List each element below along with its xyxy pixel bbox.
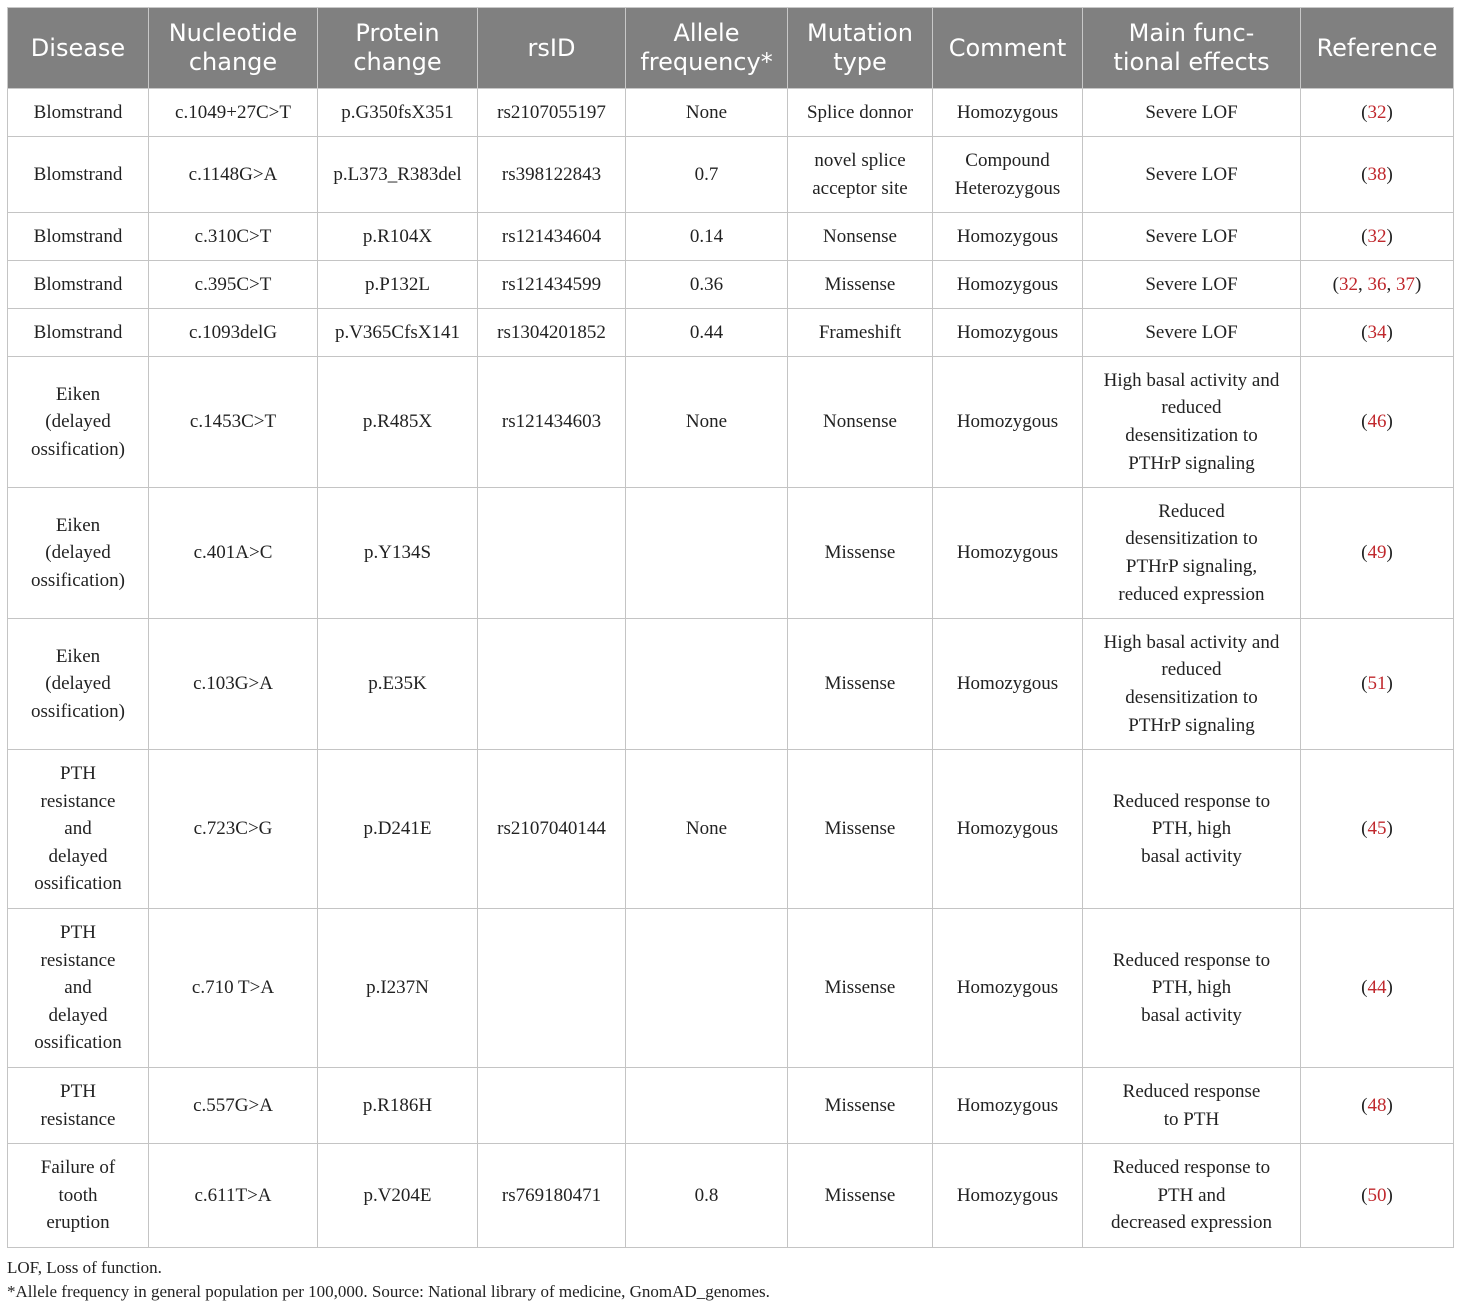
functional-effects-line: Severe LOF (1145, 273, 1238, 295)
mutation-type-line: Missense (824, 673, 896, 695)
functional-effects-cell (1083, 89, 1301, 137)
mutation-type-cell (788, 89, 933, 137)
rsid-cell: rs121434603 (478, 357, 626, 488)
column-header-line: change (353, 48, 442, 76)
functional-effects-line: basal activity (1141, 1004, 1242, 1026)
allele-frequency-cell (626, 909, 788, 1068)
allele-frequency-cell: None (626, 89, 788, 137)
functional-effects-line: High basal activity and (1103, 369, 1280, 391)
mutation-table (7, 7, 1454, 1248)
table-row (8, 89, 1454, 137)
protein-change-cell: p.L373_R383del (318, 137, 478, 213)
column-header-nucleotide-change (149, 8, 318, 89)
reference-link[interactable]: 32 (1367, 101, 1387, 123)
comment-line: Homozygous (956, 101, 1059, 123)
functional-effects-line: basal activity (1141, 845, 1242, 867)
functional-effects-line: Reduced response to (1112, 1157, 1271, 1179)
disease-cell (8, 309, 149, 357)
disease-line: (delayed (45, 673, 111, 695)
disease-line: eruption (46, 1212, 110, 1234)
mutation-type-line: Missense (824, 542, 896, 564)
table-row (8, 1068, 1454, 1144)
allele-frequency-cell (626, 1068, 788, 1144)
mutation-type-cell (788, 750, 933, 909)
column-header-line: Mutation (806, 19, 913, 47)
disease-line: Eiken (55, 645, 101, 667)
functional-effects-line: Reduced (1158, 500, 1225, 522)
functional-effects-cell (1083, 137, 1301, 213)
functional-effects-cell (1083, 261, 1301, 309)
functional-effects-line: PTHrP signaling, (1125, 556, 1258, 577)
disease-line: delayed (48, 1004, 108, 1026)
nucleotide-change-cell: c.103G>A (149, 619, 318, 750)
rsid-cell (478, 1068, 626, 1144)
functional-effects-line: PTH and (1157, 1184, 1226, 1206)
disease-line: tooth (58, 1184, 98, 1206)
rsid-cell: rs1304201852 (478, 309, 626, 357)
functional-effects-cell (1083, 1144, 1301, 1248)
disease-cell (8, 1068, 149, 1144)
disease-line: Blomstrand (33, 163, 123, 185)
rsid-cell: rs769180471 (478, 1144, 626, 1248)
disease-line: resistance (40, 1108, 116, 1130)
disease-cell (8, 909, 149, 1068)
nucleotide-change-cell: c.557G>A (149, 1068, 318, 1144)
rsid-cell: rs2107055197 (478, 89, 626, 137)
disease-line: Eiken (55, 383, 101, 405)
reference-cell: (51) (1301, 619, 1454, 750)
disease-line: PTH (60, 922, 96, 944)
functional-effects-line: Reduced response to (1112, 949, 1271, 971)
comment-cell (933, 89, 1083, 137)
comment-cell (933, 1144, 1083, 1248)
functional-effects-line: Severe LOF (1145, 101, 1238, 123)
table-container (7, 7, 1453, 1248)
functional-effects-line: reduced (1161, 397, 1222, 419)
allele-frequency-cell (626, 488, 788, 619)
disease-cell (8, 1144, 149, 1248)
allele-frequency-cell: 0.7 (626, 137, 788, 213)
table-footnotes (7, 1256, 770, 1304)
functional-effects-line: desensitization to (1125, 425, 1258, 446)
functional-effects-line: desensitization to (1125, 528, 1258, 550)
mutation-type-cell (788, 357, 933, 488)
reference-cell: (38) (1301, 137, 1454, 213)
comment-cell (933, 488, 1083, 619)
table-row (8, 1144, 1454, 1248)
reference-link[interactable]: 46 (1367, 411, 1387, 433)
table-row (8, 357, 1454, 488)
protein-change-cell: p.P132L (318, 261, 478, 309)
disease-line: Failure of (40, 1157, 116, 1179)
disease-line: Blomstrand (33, 101, 123, 123)
nucleotide-change-cell: c.1049+27C>T (149, 89, 318, 137)
reference-link[interactable]: 36 (1367, 273, 1387, 295)
reference-link[interactable]: 48 (1367, 1094, 1387, 1116)
reference-cell: (48) (1301, 1068, 1454, 1144)
column-header-line: Disease (30, 33, 126, 62)
nucleotide-change-cell: c.1453C>T (149, 357, 318, 488)
comment-line: Homozygous (956, 542, 1059, 564)
protein-change-cell: p.R485X (318, 357, 478, 488)
functional-effects-line: reduced (1161, 659, 1222, 681)
rsid-cell: rs398122843 (478, 137, 626, 213)
column-header-line: Nucleotide (168, 19, 298, 47)
comment-line: Homozygous (956, 1184, 1059, 1206)
column-header-line: Comment (948, 33, 1067, 62)
reference-link[interactable]: 38 (1367, 163, 1387, 185)
table-row (8, 137, 1454, 213)
functional-effects-cell (1083, 750, 1301, 909)
disease-line: resistance (40, 790, 116, 812)
comment-line: Homozygous (956, 818, 1059, 840)
rsid-cell: rs121434604 (478, 213, 626, 261)
comment-line: Heterozygous (954, 177, 1061, 199)
reference-cell: (32) (1301, 89, 1454, 137)
mutation-type-line: Frameshift (818, 321, 902, 343)
column-header-line: tional effects (1113, 48, 1270, 76)
functional-effects-cell (1083, 1068, 1301, 1144)
nucleotide-change-cell: c.611T>A (149, 1144, 318, 1248)
disease-cell (8, 261, 149, 309)
mutation-type-cell (788, 619, 933, 750)
footnote-lof: LOF, Loss of function. (7, 1258, 162, 1277)
column-header-mutation-type (788, 8, 933, 89)
disease-cell (8, 213, 149, 261)
disease-line: PTH (60, 763, 96, 785)
reference-link[interactable]: 32 (1367, 225, 1387, 247)
reference-link[interactable]: 51 (1367, 673, 1387, 695)
comment-cell (933, 909, 1083, 1068)
comment-cell (933, 750, 1083, 909)
nucleotide-change-cell: c.310C>T (149, 213, 318, 261)
allele-frequency-cell: None (626, 750, 788, 909)
table-row (8, 909, 1454, 1068)
functional-effects-cell (1083, 488, 1301, 619)
comment-line: Compound (965, 149, 1050, 171)
comment-line: Homozygous (956, 321, 1059, 343)
column-header-disease (8, 8, 149, 89)
reference-cell: (44) (1301, 909, 1454, 1068)
reference-link[interactable]: 37 (1396, 273, 1415, 295)
reference-cell: (34) (1301, 309, 1454, 357)
functional-effects-cell (1083, 619, 1301, 750)
mutation-type-cell (788, 1144, 933, 1248)
functional-effects-line: Reduced response to (1112, 790, 1271, 812)
mutation-type-line: Nonsense (823, 225, 897, 247)
allele-frequency-cell: 0.8 (626, 1144, 788, 1248)
protein-change-cell: p.R104X (318, 213, 478, 261)
disease-line: (delayed (45, 542, 111, 564)
reference-link[interactable]: 44 (1367, 977, 1387, 999)
comment-line: Homozygous (956, 1094, 1059, 1116)
nucleotide-change-cell: c.1148G>A (149, 137, 318, 213)
allele-frequency-cell: None (626, 357, 788, 488)
reference-link[interactable]: 49 (1367, 542, 1387, 564)
reference-link[interactable]: 50 (1367, 1184, 1387, 1206)
disease-line: and (64, 818, 92, 840)
functional-effects-line: Severe LOF (1145, 225, 1238, 247)
table-row (8, 619, 1454, 750)
disease-line: ossification) (31, 700, 125, 722)
allele-frequency-cell: 0.44 (626, 309, 788, 357)
disease-line: resistance (40, 949, 116, 971)
header-row (8, 8, 1454, 89)
functional-effects-cell (1083, 309, 1301, 357)
protein-change-cell: p.D241E (318, 750, 478, 909)
reference-cell: (49) (1301, 488, 1454, 619)
functional-effects-line: Reduced response (1122, 1080, 1261, 1102)
mutation-type-cell (788, 261, 933, 309)
rsid-cell: rs121434599 (478, 261, 626, 309)
column-header-line: type (833, 48, 887, 76)
table-row (8, 261, 1454, 309)
reference-cell: (32) (1301, 213, 1454, 261)
comment-line: Homozygous (956, 273, 1059, 295)
functional-effects-line: PTH, high (1151, 818, 1232, 840)
protein-change-cell: p.E35K (318, 619, 478, 750)
allele-frequency-cell: 0.36 (626, 261, 788, 309)
comment-line: Homozygous (956, 411, 1059, 433)
disease-line: Blomstrand (33, 273, 123, 295)
nucleotide-change-cell: c.395C>T (149, 261, 318, 309)
comment-line: Homozygous (956, 225, 1059, 247)
mutation-type-line: Missense (824, 1184, 896, 1206)
mutation-type-line: Nonsense (823, 411, 897, 433)
functional-effects-line: decreased expression (1111, 1212, 1272, 1234)
comment-line: Homozygous (956, 673, 1059, 695)
reference-cell: (32, 36, 37) (1301, 261, 1454, 309)
mutation-type-line: Missense (824, 977, 896, 999)
table-row (8, 488, 1454, 619)
comment-cell (933, 357, 1083, 488)
functional-effects-line: PTH, high (1151, 977, 1232, 999)
functional-effects-line: Severe LOF (1145, 163, 1238, 185)
nucleotide-change-cell: c.710 T>A (149, 909, 318, 1068)
reference-link[interactable]: 34 (1367, 321, 1387, 343)
column-header-comment (933, 8, 1083, 89)
disease-line: ossification) (31, 569, 125, 591)
reference-cell: (45) (1301, 750, 1454, 909)
allele-frequency-cell: 0.14 (626, 213, 788, 261)
disease-cell (8, 750, 149, 909)
disease-line: (delayed (45, 411, 111, 433)
rsid-cell (478, 619, 626, 750)
nucleotide-change-cell: c.1093delG (149, 309, 318, 357)
functional-effects-line: PTHrP signaling (1128, 714, 1255, 736)
disease-cell (8, 89, 149, 137)
disease-cell (8, 619, 149, 750)
column-header-line: Reference (1316, 33, 1438, 62)
disease-line: PTH (60, 1080, 96, 1102)
functional-effects-cell (1083, 213, 1301, 261)
allele-frequency-cell (626, 619, 788, 750)
table-row (8, 213, 1454, 261)
reference-cell: (46) (1301, 357, 1454, 488)
disease-line: ossification) (31, 438, 125, 460)
comment-cell (933, 261, 1083, 309)
rsid-cell (478, 488, 626, 619)
mutation-type-cell (788, 213, 933, 261)
column-header-rsid (478, 8, 626, 89)
functional-effects-cell (1083, 357, 1301, 488)
reference-link[interactable]: 45 (1367, 818, 1387, 840)
mutation-type-line: novel splice (814, 149, 906, 171)
comment-cell (933, 309, 1083, 357)
reference-cell: (50) (1301, 1144, 1454, 1248)
column-header-protein-change (318, 8, 478, 89)
mutation-type-cell (788, 137, 933, 213)
protein-change-cell: p.V365CfsX141 (318, 309, 478, 357)
disease-line: Blomstrand (33, 225, 123, 247)
disease-line: delayed (48, 845, 108, 867)
protein-change-cell: p.V204E (318, 1144, 478, 1248)
mutation-type-cell (788, 909, 933, 1068)
reference-link[interactable]: 32 (1339, 273, 1358, 295)
column-header-line: Protein (355, 19, 440, 47)
mutation-type-line: Missense (824, 818, 896, 840)
table-body (8, 89, 1454, 1248)
disease-cell (8, 488, 149, 619)
functional-effects-line: reduced expression (1118, 583, 1265, 605)
column-header-line: Main func- (1128, 19, 1255, 47)
nucleotide-change-cell: c.401A>C (149, 488, 318, 619)
mutation-type-line: acceptor site (812, 177, 908, 199)
functional-effects-line: desensitization to (1125, 687, 1258, 708)
footnote-allele-frequency: *Allele frequency in general population per 100,000. Source: National library of medicine, GnomAD_genomes. (7, 1282, 770, 1301)
disease-cell (8, 137, 149, 213)
column-header-main-functional-effects (1083, 8, 1301, 89)
table-row (8, 309, 1454, 357)
rsid-cell (478, 909, 626, 1068)
nucleotide-change-cell: c.723C>G (149, 750, 318, 909)
column-header-allele-frequency (626, 8, 788, 89)
protein-change-cell: p.Y134S (318, 488, 478, 619)
mutation-type-line: Missense (824, 1094, 896, 1116)
comment-cell (933, 1068, 1083, 1144)
disease-line: Blomstrand (33, 321, 123, 343)
column-header-reference (1301, 8, 1454, 89)
column-header-line: frequency* (640, 48, 773, 76)
comment-cell (933, 213, 1083, 261)
comment-cell (933, 137, 1083, 213)
disease-line: and (64, 977, 92, 999)
table-row (8, 750, 1454, 909)
functional-effects-line: to PTH (1163, 1108, 1220, 1130)
mutation-type-line: Missense (824, 273, 896, 295)
disease-line: ossification (34, 1032, 122, 1054)
disease-line: Eiken (55, 514, 101, 536)
functional-effects-line: Severe LOF (1145, 321, 1238, 343)
disease-line: ossification (34, 873, 122, 895)
comment-line: Homozygous (956, 977, 1059, 999)
comment-cell (933, 619, 1083, 750)
mutation-type-cell (788, 1068, 933, 1144)
rsid-cell: rs2107040144 (478, 750, 626, 909)
mutation-type-line: Splice donnor (806, 101, 914, 123)
functional-effects-line: High basal activity and (1103, 631, 1280, 653)
column-header-line: rsID (527, 33, 576, 62)
column-header-line: change (188, 48, 278, 76)
mutation-type-cell (788, 488, 933, 619)
functional-effects-cell (1083, 909, 1301, 1068)
protein-change-cell: p.R186H (318, 1068, 478, 1144)
protein-change-cell: p.G350fsX351 (318, 89, 478, 137)
column-header-line: Allele (673, 19, 740, 47)
functional-effects-line: PTHrP signaling (1128, 452, 1255, 474)
mutation-type-cell (788, 309, 933, 357)
protein-change-cell: p.I237N (318, 909, 478, 1068)
disease-cell (8, 357, 149, 488)
